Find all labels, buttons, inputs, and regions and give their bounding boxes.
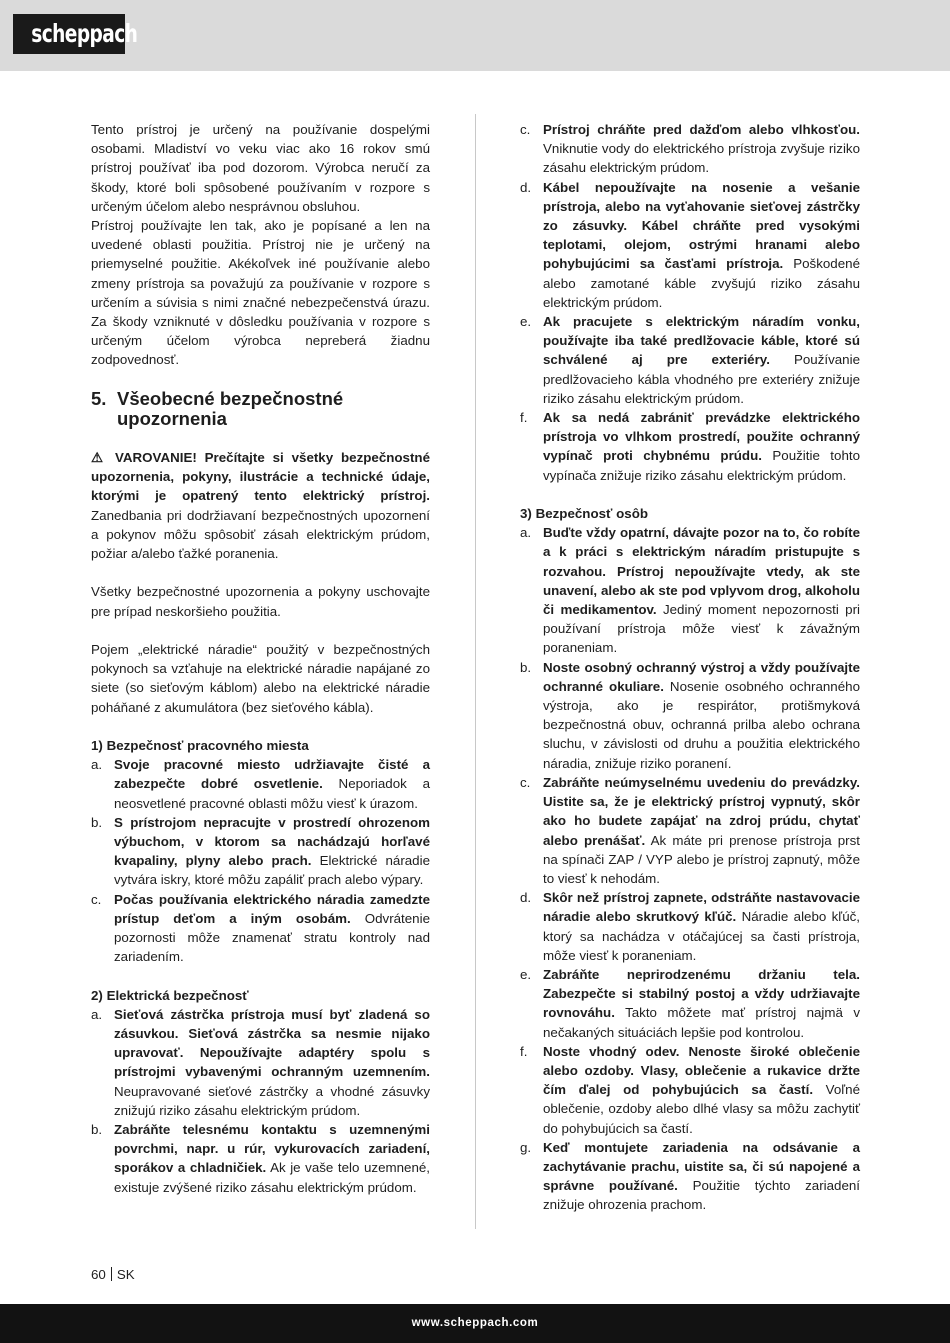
list-letter: e.: [520, 966, 532, 982]
warning-normal-text: Zanedbania pri dodržiavaní bezpečnostných upozornení a pokynov môžu spôsobiť zásah elektrickým prúdom, požiar a/alebo ťažké poranenia.: [91, 507, 430, 562]
list-item: [520, 312, 860, 408]
intro-paragraph-2: Prístroj používajte len tak, ako je popísané a len na uvedené oblasti použitia. Prístroj nie je určený na priemyselné použitie. Akékoľvek iné používanie alebo zmeny prístroja sa považujú za používanie v rozpore s určením a súvisia s nimi značné nebezpečenstvá úrazu. Za škody vzniknuté v dôsledku používania v rozpore s určeným účelom výrobca nepreberá žiadnu zodpovednosť.: [91, 218, 430, 368]
subsection-title-2: 2) Elektrická bezpečnosť: [91, 987, 249, 1003]
list-letter: e.: [520, 314, 532, 330]
list-letter: a.: [520, 525, 532, 541]
list-letter: b.: [520, 659, 532, 675]
list-item: [520, 658, 860, 773]
list-item-normal: Poškodené alebo zamotané káble zvyšujú riziko zásahu elektrickým prúdom.: [543, 256, 860, 310]
list-item-normal: Jediný moment nepozornosti pri používaní prístroja môže viesť k závažným poraneniam.: [543, 602, 860, 656]
list-item-bold: Prístroj chráňte pred dažďom alebo vlhkosťou.: [543, 122, 860, 137]
list-letter: d.: [520, 179, 532, 195]
list-item-normal: Neporiadok a neosvetlené pracovné oblasti môžu viesť k úrazom.: [114, 776, 430, 811]
list-item-normal: Vniknutie vody do elektrického prístroja zvyšuje riziko zásahu elektrickým prúdom.: [543, 141, 860, 176]
right-column: [520, 120, 860, 1215]
list-letter: a.: [91, 757, 103, 773]
list-item: [520, 120, 860, 178]
list-item: [91, 1005, 430, 1120]
page-footer: [91, 1265, 135, 1284]
list-item: [520, 888, 860, 965]
list-item: [91, 755, 430, 813]
list-item-bold: Svoje pracovné miesto udržiavajte čisté a zabezpečte dobré osvetlenie.: [114, 757, 430, 792]
list-item: [520, 408, 860, 485]
list-letter: g.: [520, 1139, 532, 1155]
list-letter: b.: [91, 814, 103, 830]
list-item: [91, 890, 430, 967]
subsection-title-3: 3) Bezpečnosť osôb: [520, 506, 648, 522]
list-item-normal: Používanie predlžovacieho kábla vhodného pre exteriéry znižuje riziko zásahu elektrickým prúdom.: [543, 352, 860, 406]
list-item-normal: Takto môžete mať prístroj najmä v nečakaných situáciách lepšie pod kontrolou.: [543, 1005, 860, 1040]
list-item-bold: Noste osobný ochranný výstroj a vždy používajte ochranné okuliare.: [543, 659, 860, 694]
list-item-bold: Kábel nepoužívajte na nosenie a vešanie prístroja, alebo na vyťahovanie sieťovej zástrčky zo zásuvky. Kábel chráňte pred vysokými teplotami, olejom, ostrými hranami alebo pohybujúcimi sa časťami prístroja.: [543, 179, 860, 272]
warning-icon: ⚠: [91, 450, 108, 466]
subsection-title-1: 1) Bezpečnosť pracovného miesta: [91, 738, 309, 754]
list-letter: c.: [520, 774, 531, 790]
list-item-bold: Noste vhodný odev. Nenoste široké oblečenie alebo ozdoby. Vlasy, oblečenie a rukavice držte čím ďalej od pohybujúcich sa častí.: [543, 1043, 860, 1098]
section-heading: [91, 389, 430, 429]
list-item-bold: Sieťová zástrčka prístroja musí byť zladená so zásuvkou. Sieťová zástrčka sa nesmie nijako upravovať. Nepoužívajte adaptéry spolu s prístrojmi vybavenými ochranným uzemnením.: [114, 1006, 430, 1080]
brand-logo: scheppach: [13, 14, 125, 54]
list-item-bold: Ak sa nedá zabrániť prevádzke elektrického prístroja vo vlhkom prostredí, použite ochranný vypínač proti chybnému prúdu.: [543, 410, 860, 464]
list-letter: c.: [91, 891, 102, 907]
list-item-bold: Zabráňte neprirodzenému držaniu tela. Zabezpečte si stabilný postoj a vždy udržiavajte rovnováhu.: [543, 966, 860, 1021]
list-item-bold: Zabráňte telesnému kontaktu s uzemnenými povrchmi, napr. u rúr, vykurovacích zariadení, sporákov a chladničiek.: [114, 1122, 430, 1176]
list-item: [520, 523, 860, 657]
list-item-normal: Voľné oblečenie, ozdoby alebo dlhé vlasy sa môžu zachytiť do pohybujúcich sa častí.: [543, 1082, 860, 1136]
list-item-normal: Neupravované sieťové zástrčky a vhodné zásuvky znižujú riziko zásahu elektrickým prúdom.: [114, 1083, 430, 1118]
list-item: [520, 1138, 860, 1215]
term-definition-paragraph: Pojem „elektrické náradie“ použitý v bezpečnostných pokynoch sa vzťahuje na elektrické náradie napájané zo siete (so sieťovým káblom) alebo na elektrické náradie poháňané z akumulátora (bez sieťového kábla).: [91, 642, 430, 715]
page-number: 60: [91, 1267, 106, 1282]
list-item: [91, 813, 430, 890]
list-letter: c.: [520, 122, 531, 137]
left-column: [91, 120, 430, 1197]
list-item: [520, 773, 860, 888]
header-bar: [0, 0, 950, 71]
keep-instructions-paragraph: Všetky bezpečnostné upozornenia a pokyny uschovajte pre prípad neskoršieho použitia.: [91, 584, 430, 619]
list-item: [91, 1120, 430, 1197]
website-link[interactable]: www.scheppach.com: [411, 1317, 539, 1329]
list-item-normal: Použitie tohto vypínača znižuje riziko zásahu elektrickým prúdom.: [543, 448, 860, 483]
list-item-bold: Počas používania elektrického náradia zamedzte prístup deťom a iným osobám.: [114, 891, 430, 926]
footer-bar: [0, 1304, 950, 1343]
list-item-normal: Použitie týchto zariadení znižuje ohrozenia prachom.: [543, 1178, 860, 1213]
list-item-normal: Ak máte pri prenose prístroja prst na spínači ZAP / VYP alebo je prístroj zapnutý, môže to viesť k nehodám.: [543, 832, 860, 886]
list-item: [520, 965, 860, 1042]
list-item-bold: Buďte vždy opatrní, dávajte pozor na to, čo robíte a k práci s elektrickým náradím pristupujte s rozvahou. Prístroj nepoužívajte vtedy, ak ste unavení, alebo ak ste pod vplyvom drog, alkoholu či medikamentov.: [543, 525, 860, 618]
warning-bold-text: VAROVANIE! Prečítajte si všetky bezpečnostné upozornenia, pokyny, ilustrácie a technické údaje, ktorými je opatrený tento elektrický prístroj.: [91, 450, 430, 504]
list-letter: d.: [520, 890, 532, 906]
footer-separator: [111, 1267, 112, 1281]
list-item-normal: Ak je vaše telo uzemnené, existuje zvýšené riziko zásahu elektrickým prúdom.: [114, 1160, 430, 1195]
column-divider: [475, 114, 476, 1229]
list-item-bold: Ak pracujete s elektrickým náradím vonku, používajte iba také predlžovacie káble, ktoré sú schválené aj pre exteriéry.: [543, 314, 860, 368]
list-item-normal: Odvrátenie pozornosti môže znamenať stratu kontroly nad zariadením.: [114, 910, 430, 965]
list-item-bold: Zabráňte neúmyselnému uvedeniu do prevádzky. Uistite sa, že je elektrický prístroj vypnutý, skôr ako ho budete zapájať na zdroj prúdu, chytať alebo prenášať.: [543, 774, 860, 848]
list-letter: b.: [91, 1122, 103, 1138]
warning-paragraph: [91, 448, 430, 563]
list-item-bold: S prístrojom nepracujte v prostredí ohrozenom výbuchom, v ktorom sa nachádzajú horľavé kvapaliny, plyny alebo prach.: [114, 814, 430, 869]
intro-paragraph-1: Tento prístroj je určený na používanie dospelými osobami. Mladiství vo veku viac ako 16 rokov smú prístroj používať iba pod dozorom. Výrobca neručí za škody, ktoré boli spôsobené používaním v rozpore s určeným účelom alebo nesprávnou obsluhou.: [91, 122, 430, 214]
list-item-normal: Náradie alebo kľúč, ktorý sa nachádza v otáčajúcej sa časti prístroja, môže viesť k poraneniam.: [543, 909, 860, 963]
section-title: Všeobecné bezpečnostné upozornenia: [117, 387, 344, 429]
list-item: [520, 178, 860, 312]
list-item-bold: Keď montujete zariadenia na odsávanie a zachytávanie prachu, uistite sa, či sú napojené a správne používané.: [543, 1139, 860, 1194]
list-letter: f.: [520, 1043, 528, 1059]
list-item: [520, 1042, 860, 1138]
list-item-normal: Elektrické náradie vytvára iskry, ktoré môžu zapáliť prach alebo výpary.: [114, 853, 430, 888]
list-letter: f.: [520, 410, 528, 426]
list-item-bold: Skôr než prístroj zapnete, odstráňte nastavovacie náradie alebo skrutkový kľúč.: [543, 890, 860, 925]
language-code: SK: [116, 1267, 135, 1282]
section-number: 5.: [91, 387, 107, 409]
list-item-normal: Nosenie osobného ochranného výstroja, ako je respirátor, protišmyková bezpečnostná obuv, ochranná prilba alebo ochrana sluchu, v závislosti od druhu a použitia elektrického náradia, znižuje riziko poranení.: [543, 678, 860, 771]
list-letter: a.: [91, 1006, 103, 1022]
